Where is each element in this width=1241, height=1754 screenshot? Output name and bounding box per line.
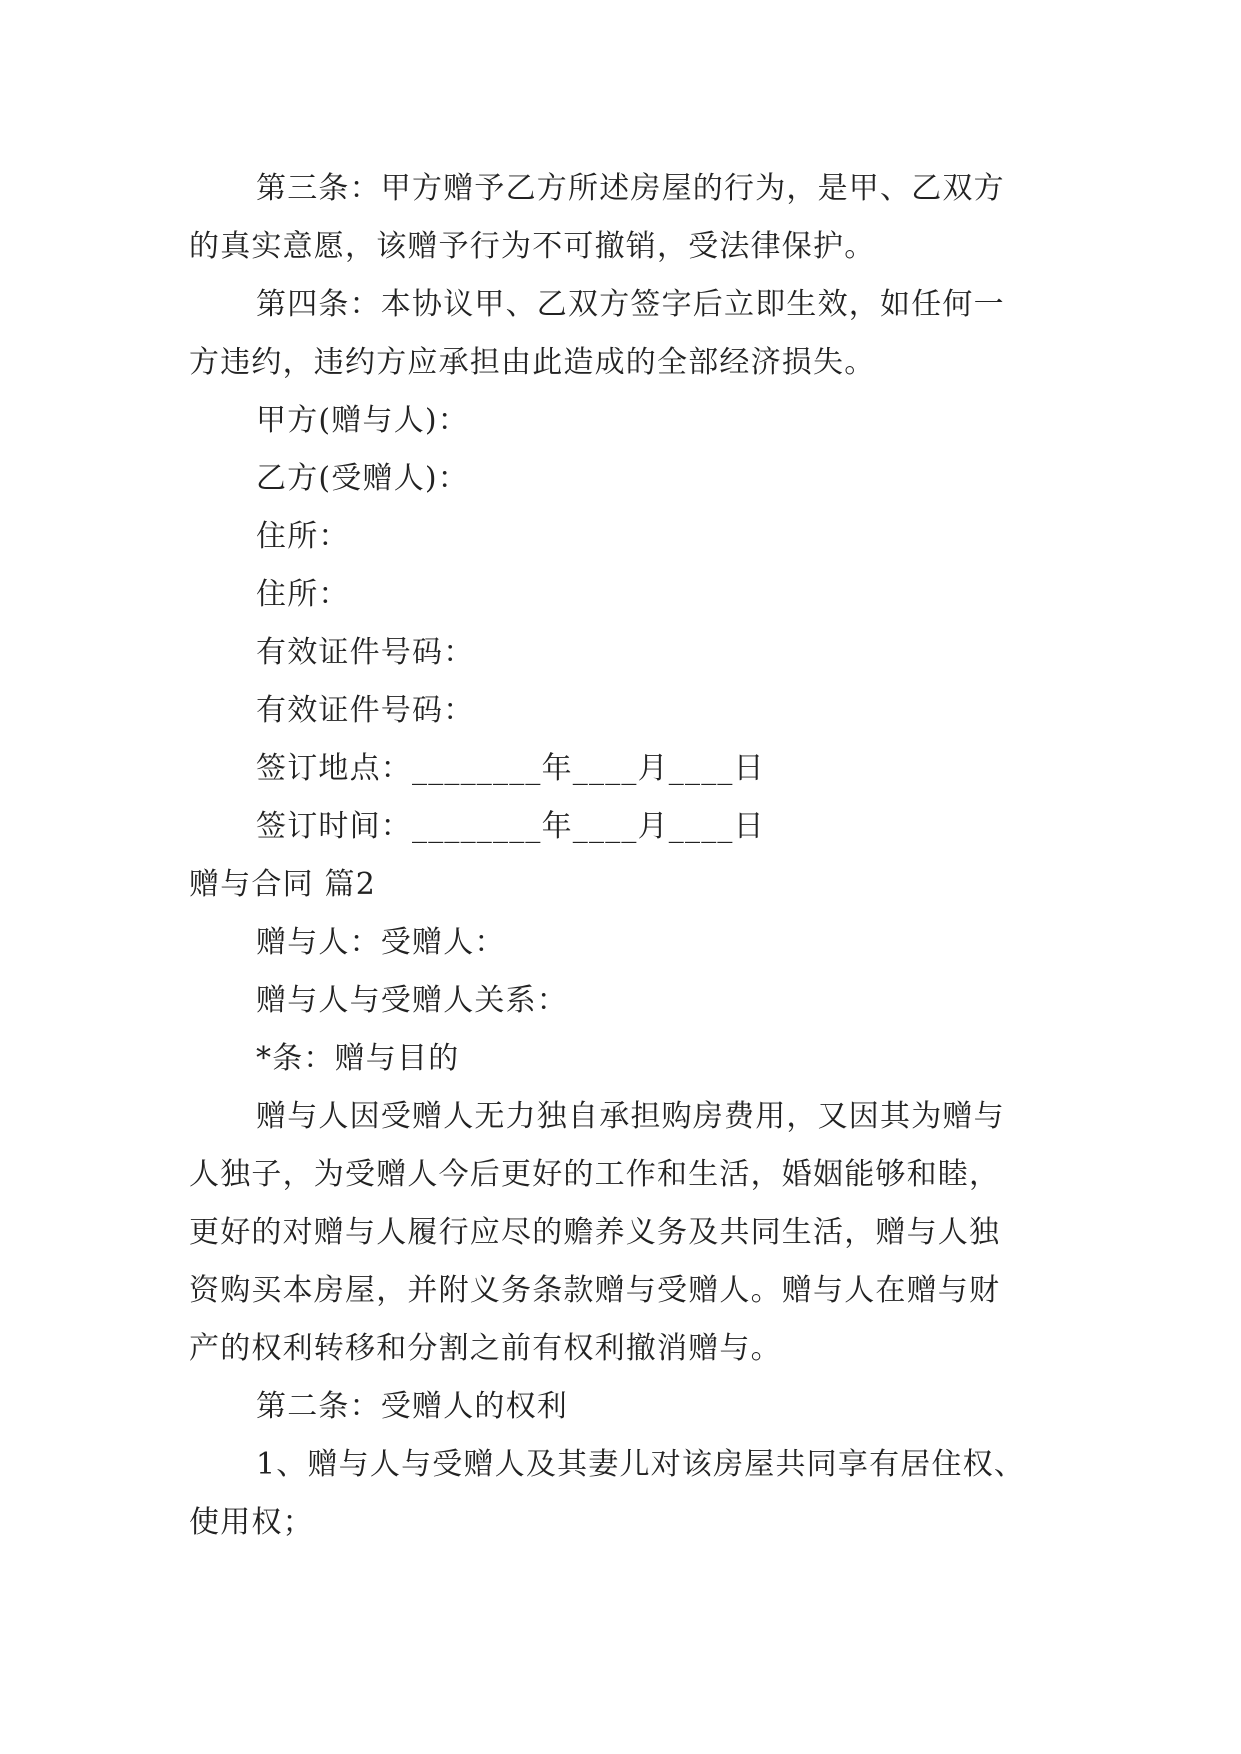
article-3-line-1: 第三条：甲方赠予乙方所述房屋的行为，是甲、乙双方 (256, 171, 1005, 206)
right-1-line-1: 1、赠与人与受赠人及其妻儿对该房屋共同享有居住权、 (256, 1447, 1026, 1482)
section-heading-contract-2: 赠与合同 篇2 (189, 867, 377, 902)
signing-place-line: 签订地点：________年____月____日 (256, 751, 765, 786)
signing-time-line: 签订时间：________年____月____日 (256, 809, 765, 844)
document-body (189, 160, 1059, 1552)
address-label-2: 住所： (256, 577, 350, 612)
right-1-line-2: 使用权； (189, 1505, 314, 1540)
party-b-label: 乙方(受赠人)： (256, 461, 470, 496)
article-4-line-1: 第四条：本协议甲、乙双方签字后立即生效，如任何一 (256, 287, 1005, 322)
relationship-label: 赠与人与受赠人关系： (256, 983, 568, 1018)
article-2-title: 第二条：受赠人的权利 (256, 1389, 568, 1424)
article-1-title: *条：赠与目的 (256, 1041, 460, 1076)
purpose-paragraph-line-5: 产的权利转移和分割之前有权利撤消赠与。 (189, 1331, 782, 1366)
donor-donee-label: 赠与人：受赠人： (256, 925, 506, 960)
id-number-label-1: 有效证件号码： (256, 635, 475, 670)
purpose-paragraph-line-1: 赠与人因受赠人无力独自承担购房费用，又因其为赠与 (256, 1099, 1005, 1134)
article-4-line-2: 方违约，违约方应承担由此造成的全部经济损失。 (189, 345, 876, 380)
party-a-label: 甲方(赠与人)： (256, 403, 470, 438)
purpose-paragraph-line-2: 人独子，为受赠人今后更好的工作和生活，婚姻能够和睦， (189, 1157, 1001, 1192)
purpose-paragraph-line-3: 更好的对赠与人履行应尽的赡养义务及共同生活，赠与人独 (189, 1215, 1001, 1250)
purpose-paragraph-line-4: 资购买本房屋，并附义务条款赠与受赠人。赠与人在赠与财 (189, 1273, 1001, 1308)
address-label-1: 住所： (256, 519, 350, 554)
id-number-label-2: 有效证件号码： (256, 693, 475, 728)
article-3-line-2: 的真实意愿，该赠予行为不可撤销，受法律保护。 (189, 229, 876, 264)
